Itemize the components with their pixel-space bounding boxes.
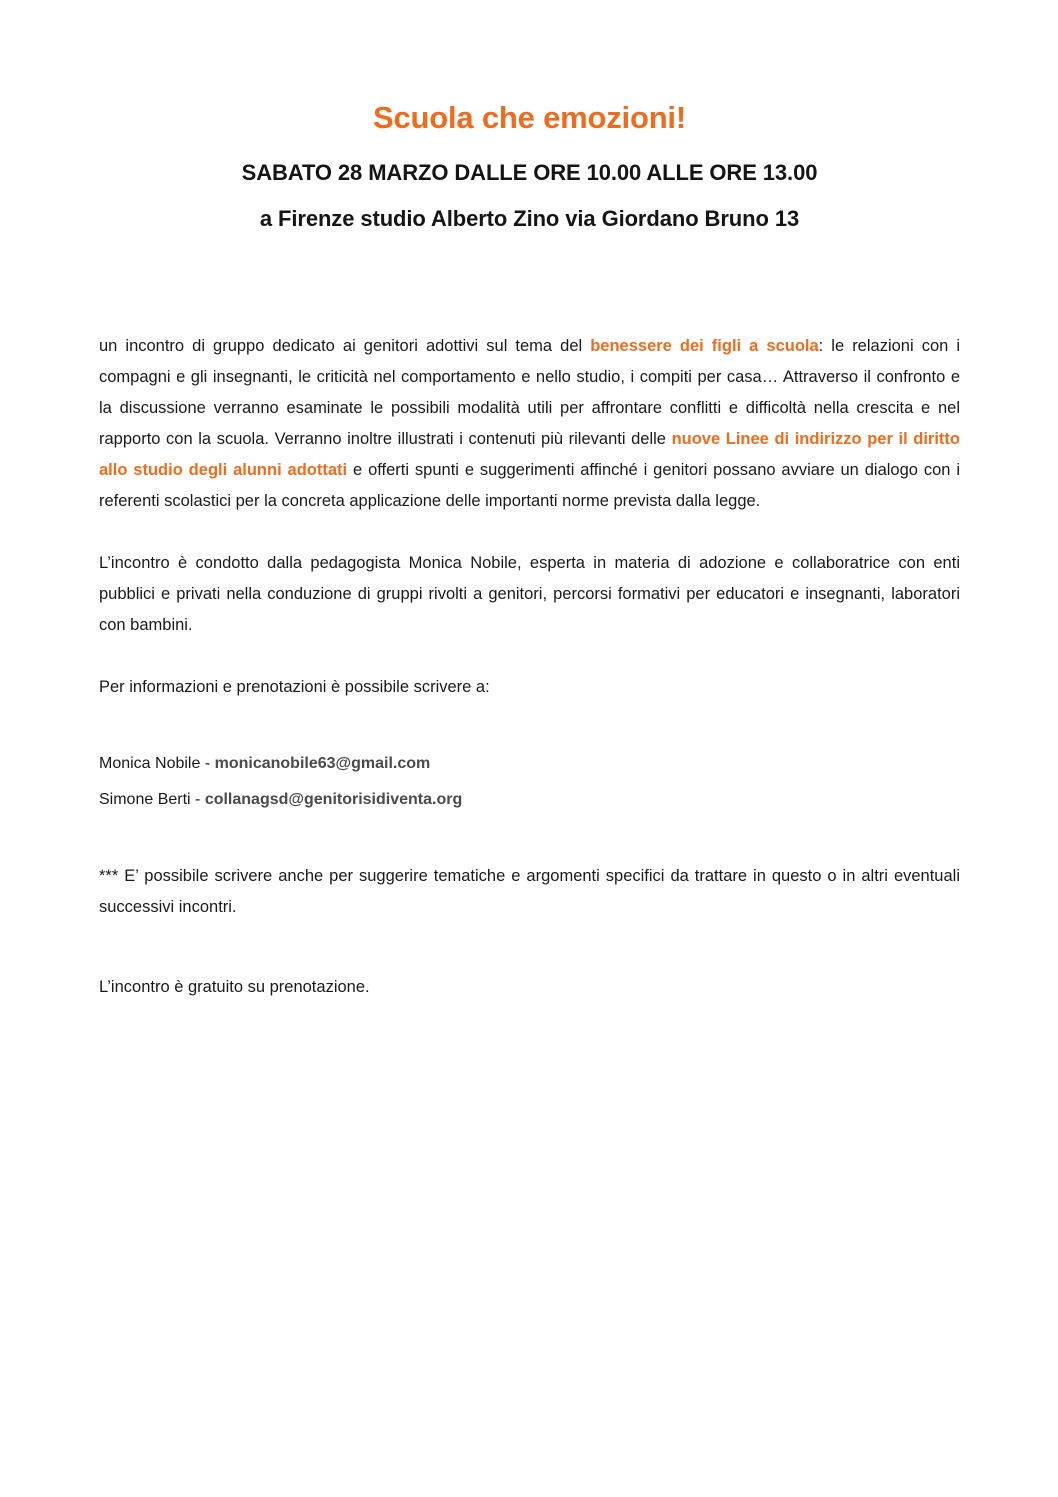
contact-email-simone[interactable]: collanagsd@genitorisidiventa.org (204, 791, 463, 809)
intro-highlight-linee-indirizzo: nuove Linee di indirizzo per il diritto allo studio degli alunni adottati (99, 430, 960, 480)
document-body (99, 232, 960, 1003)
contact-name-monica: Monica Nobile - (99, 755, 215, 773)
intro-text-part2: : le relazioni con i compagni e gli insegnanti, le criticità nel comportamento e nello studio, i compiti per casa… Attraverso il confronto e la discussione verranno esaminate le possibili modalità utili per affrontare conflitti e difficoltà nella crescita e nel rapporto con la scuola. Verranno inoltre illustrati i contenuti più rilevanti delle (99, 337, 961, 449)
intro-text-part3: e offerti spunti e suggerimenti affinché i genitori possano avviare un dialogo con i referenti scolastici per la concreta applicazione delle importanti norme prevista dalla legge. (99, 461, 960, 511)
page-title: Scuola che emozioni! (373, 100, 686, 135)
intro-highlight-benessere: benessere dei figli a scuola (590, 337, 819, 356)
intro-paragraph (99, 232, 960, 517)
contact-name-simone: Simone Berti - (99, 791, 205, 809)
speaker-paragraph: L’incontro è condotto dalla pedagogista Monica Nobile, esperta in materia di adozione e collaboratrice con enti pubblici e privati nella conduzione di gruppi rivolti a genitori, percorsi formativi per educatori e insegnanti, laboratori con bambini. (99, 554, 960, 635)
contact-line-monica (99, 703, 960, 776)
closing-paragraph: L’incontro è gratuito su prenotazione. (99, 978, 370, 997)
intro-text-part1: un incontro di gruppo dedicato ai genitori adottivi sul tema del (99, 337, 591, 356)
note-paragraph: *** E’ possibile scrivere anche per suggerire tematiche e argomenti specifici da trattare in questo o in altri eventuali successivi incontri. (99, 867, 960, 917)
document-content (99, 0, 960, 1003)
event-date-subtitle: SABATO 28 MARZO DALLE ORE 10.00 ALLE ORE 13.00 (241, 159, 818, 185)
contact-line-simone (99, 776, 960, 812)
event-location-subtitle: a Firenze studio Alberto Zino via Giordano Bruno 13 (259, 206, 800, 232)
contact-email-monica[interactable]: monicanobile63@gmail.com (214, 755, 431, 773)
contact-intro-paragraph: Per informazioni e prenotazioni è possibile scrivere a: (99, 678, 490, 697)
